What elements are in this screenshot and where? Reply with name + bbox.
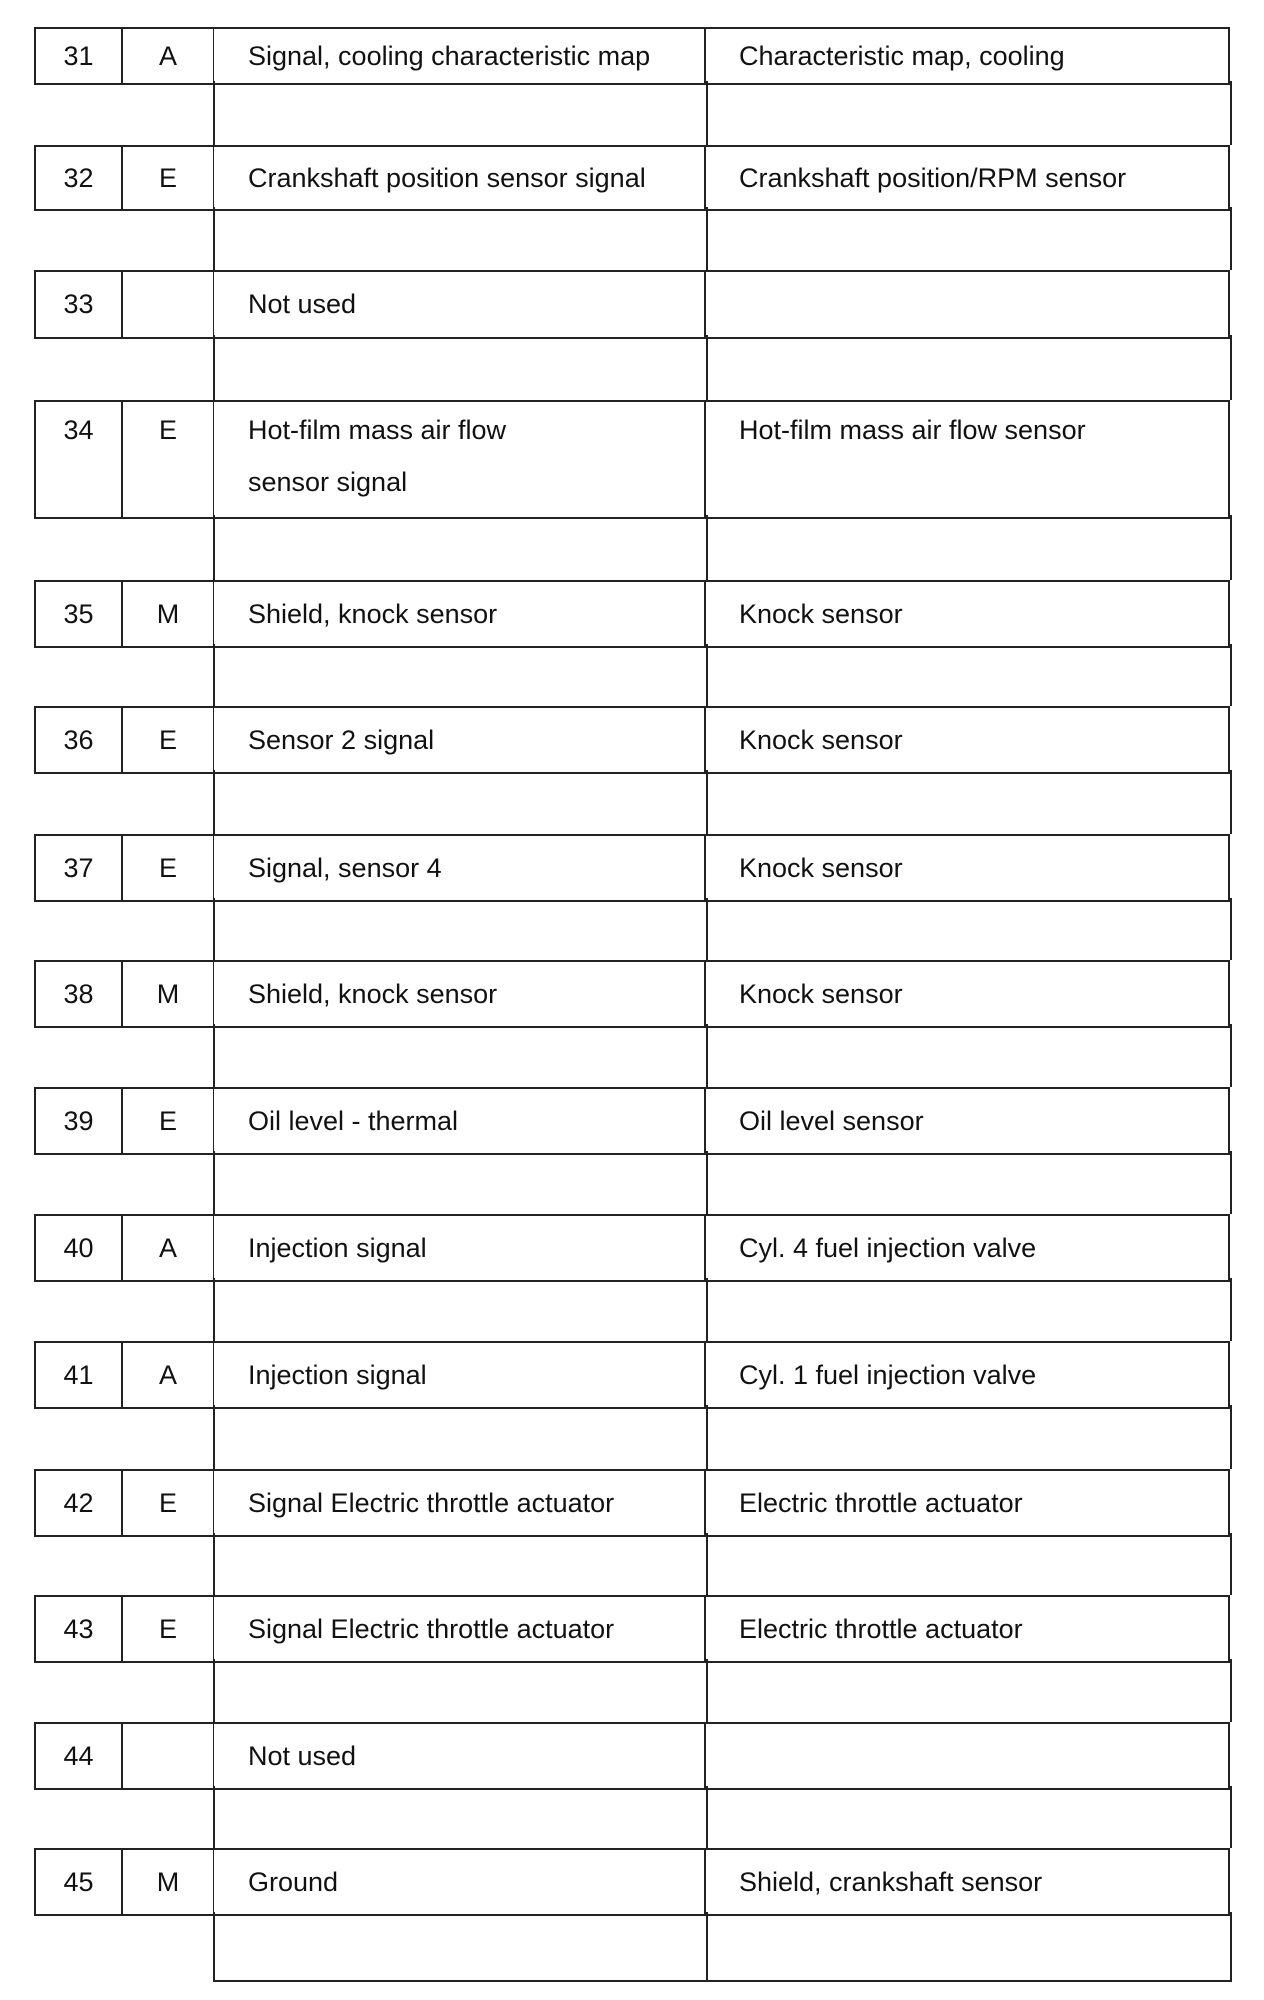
signal-description: Shield, knock sensor [213, 582, 706, 646]
signal-description: Signal Electric throttle actuator [213, 1471, 706, 1535]
signal-description: Injection signal [213, 1216, 706, 1280]
signal-type: M [156, 1867, 180, 1897]
table-spacer-row [34, 1786, 1230, 1848]
component-name: Knock sensor [706, 708, 1230, 772]
table-spacer-row [34, 1278, 1230, 1341]
pin-number: 33 [34, 272, 123, 337]
component-name: Characteristic map, cooling [706, 29, 1230, 83]
table-spacer-row [34, 898, 1230, 960]
component-name: Cyl. 4 fuel injection valve [706, 1216, 1230, 1280]
table-row [34, 1848, 1230, 1916]
signal-description: Shield, knock sensor [213, 962, 706, 1026]
table-row [34, 834, 1230, 902]
signal-type [123, 272, 213, 337]
pin-number: 43 [34, 1597, 123, 1661]
signal-description: Oil level - thermal [213, 1089, 706, 1153]
table-spacer-row [34, 207, 1230, 270]
component-name: Knock sensor [706, 836, 1230, 900]
pin-number: 39 [34, 1089, 123, 1153]
table-row [34, 1595, 1230, 1663]
table-row [34, 270, 1230, 339]
signal-type: E [158, 1614, 177, 1644]
signal-type: M [156, 979, 180, 1009]
signal-description: Crankshaft position sensor signal [213, 147, 706, 209]
signal-type: E [158, 415, 177, 445]
component-name [706, 1724, 1230, 1788]
pin-number: 36 [34, 708, 123, 772]
component-name: Knock sensor [706, 582, 1230, 646]
signal-type: E [158, 163, 177, 193]
signal-type: E [158, 853, 177, 883]
signal-type [123, 1724, 213, 1788]
component-name: Cyl. 1 fuel injection valve [706, 1343, 1230, 1407]
table-spacer-row [34, 644, 1230, 706]
table-row [34, 1722, 1230, 1790]
signal-type: A [158, 1360, 177, 1390]
table-row [34, 27, 1230, 85]
table-row [34, 960, 1230, 1028]
signal-description: Signal, cooling characteristic map [213, 29, 706, 83]
signal-description: Signal, sensor 4 [213, 836, 706, 900]
table-spacer-row [34, 1659, 1230, 1722]
signal-description: Signal Electric throttle actuator [213, 1597, 706, 1661]
signal-type: M [156, 599, 180, 629]
table-row [34, 706, 1230, 774]
pin-number: 32 [34, 147, 123, 209]
table-row [34, 145, 1230, 211]
table-row [34, 400, 1230, 519]
signal-type: E [158, 1106, 177, 1136]
table-spacer-row [34, 1533, 1230, 1595]
table-spacer-row [34, 1151, 1230, 1214]
pin-number: 34 [34, 402, 123, 517]
component-name: Crankshaft position/RPM sensor [706, 147, 1230, 209]
pin-number: 40 [34, 1216, 123, 1280]
signal-type: A [158, 41, 177, 71]
component-name: Electric throttle actuator [706, 1597, 1230, 1661]
pin-number: 44 [34, 1724, 123, 1788]
table-spacer-row [34, 770, 1230, 834]
signal-type: A [158, 1233, 177, 1263]
table-row [34, 1341, 1230, 1409]
pin-number: 41 [34, 1343, 123, 1407]
pin-number: 37 [34, 836, 123, 900]
signal-description: Not used [213, 1724, 706, 1788]
component-name: Shield, crankshaft sensor [706, 1850, 1230, 1914]
table-spacer-row [34, 335, 1230, 400]
signal-description: Hot-film mass air flow sensor signal [213, 402, 706, 517]
table-spacer-row [34, 1024, 1230, 1087]
pin-number: 38 [34, 962, 123, 1026]
component-name [706, 272, 1230, 337]
signal-type: E [158, 725, 177, 755]
component-name: Oil level sensor [706, 1089, 1230, 1153]
table-row [34, 580, 1230, 648]
table-spacer-row [34, 515, 1230, 580]
table-row [34, 1469, 1230, 1537]
pin-number: 42 [34, 1471, 123, 1535]
table-spacer-row [34, 1405, 1230, 1469]
component-name: Hot-film mass air flow sensor [706, 402, 1230, 517]
pin-number: 45 [34, 1850, 123, 1914]
pin-number: 31 [34, 29, 123, 83]
component-name: Knock sensor [706, 962, 1230, 1026]
signal-description: Sensor 2 signal [213, 708, 706, 772]
component-name: Electric throttle actuator [706, 1471, 1230, 1535]
table-spacer-row [34, 1912, 1230, 1980]
table-spacer-row [34, 81, 1230, 145]
signal-type: E [158, 1488, 177, 1518]
table-row [34, 1214, 1230, 1282]
signal-description: Ground [213, 1850, 706, 1914]
table-row [34, 1087, 1230, 1155]
signal-description: Injection signal [213, 1343, 706, 1407]
pin-number: 35 [34, 582, 123, 646]
signal-description: Not used [213, 272, 706, 337]
